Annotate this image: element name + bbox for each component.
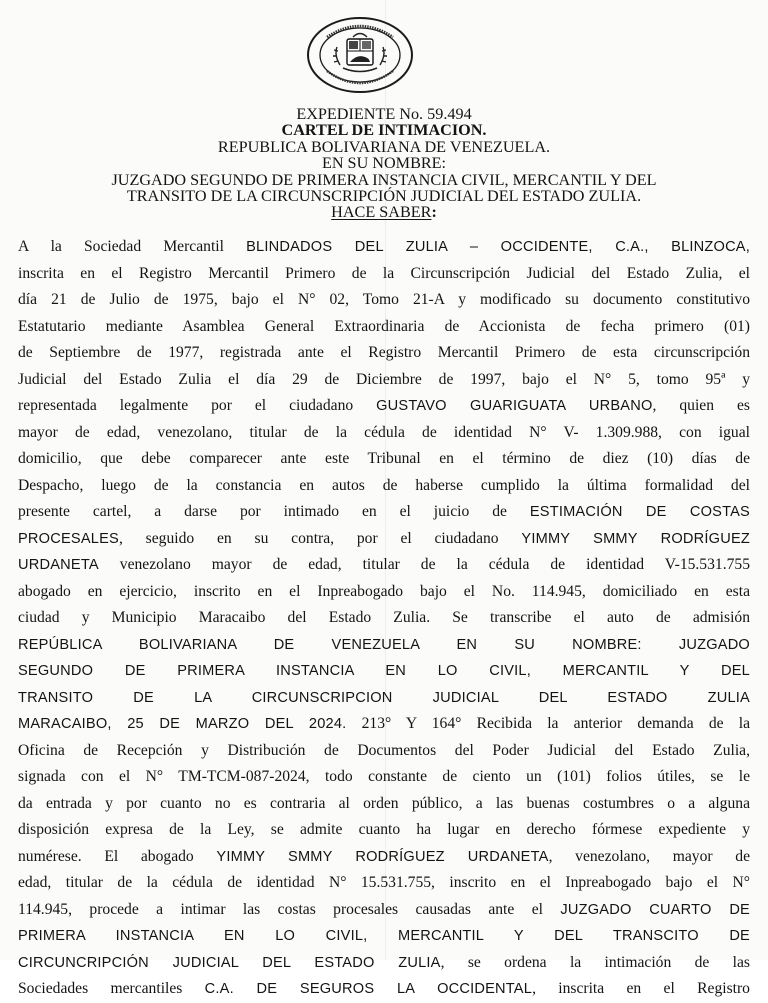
body-uppercase-segment: YIMMY SMMY RODRÍGUEZ URDANETA	[216, 848, 549, 865]
body-line	[18, 446, 750, 473]
body-text-segment: , quien es	[652, 397, 750, 414]
hace-saber-heading	[0, 204, 768, 220]
body-line	[18, 526, 750, 553]
body-text-segment: 213° Y 164° Recibida la anterior demanda de la	[346, 715, 751, 732]
body-line	[18, 791, 750, 818]
court-name-line-1: JUZGADO SEGUNDO DE PRIMERA INSTANCIA CIVIL, MERCANTIL Y DEL	[111, 170, 657, 189]
body-uppercase-segment: MARACAIBO, 25 DE MARZO DEL 2024.	[18, 716, 347, 732]
body-text-segment: Despacho, luego de la constancia en autos de haberse cumplido la última formalidad del	[18, 476, 750, 494]
body-text-segment: Estatutario mediante Asamblea General Extraordinaria de Accionista de fecha primero (01)	[18, 317, 750, 335]
body-uppercase-segment: PROCESALES	[18, 530, 119, 547]
court-name-line-2: TRANSITO DE LA CIRCUNSCRIPCIÓN JUDICIAL DEL ESTADO ZULIA.	[126, 187, 642, 206]
body-uppercase-segment: GUSTAVO GUARIGUATA URBANO	[376, 398, 653, 414]
body-text-segment: mayor de edad, venezolano, titular de la cédula de identidad N° V- 1.309.988, con igual	[18, 423, 750, 441]
body-line	[18, 738, 750, 765]
body-line	[18, 711, 750, 738]
body-line	[18, 685, 750, 712]
body-line	[18, 552, 750, 579]
body-line	[18, 234, 750, 261]
body-text-segment: Oficina de Recepción y Distribución de Documentos del Poder Judicial del Estado Zulia,	[18, 741, 750, 759]
body-text-segment: A la Sociedad Mercantil	[18, 238, 247, 255]
body-line	[18, 632, 750, 659]
body-uppercase-segment: YIMMY SMMY RODRÍGUEZ	[521, 530, 750, 547]
body-text-segment: Sociedades mercantiles	[18, 980, 205, 997]
body-text-segment: da entrada y por cuanto no es contraria al orden público, a las buenas costumbres o a alguna	[18, 794, 750, 812]
body-text-segment: , seguido en su contra, por el ciudadano	[118, 529, 522, 547]
body-line	[18, 658, 750, 685]
body-text-segment: domicilio, que debe comparecer ante este Tribunal en el término de diez (10) días de	[18, 450, 750, 467]
body-uppercase-segment: ESTIMACIÓN DE COSTAS	[529, 504, 750, 520]
body-line	[18, 499, 750, 526]
body-text-segment: disposición expresa de la Ley, se admite cuanto ha lugar en derecho fórmese expediente y	[18, 821, 750, 838]
body-text-segment: de Septiembre de 1977, registrada ante el Registro Mercantil Primero de esta circunscripción	[18, 344, 750, 361]
body-text-segment: edad, titular de la cédula de identidad N° 15.531.755, inscrito en el Inpreabogado bajo el N°	[18, 874, 750, 891]
body-line	[18, 976, 750, 1003]
body-line	[18, 950, 750, 977]
body-text-segment: representada legalmente por el ciudadano	[18, 397, 377, 414]
body-line	[18, 844, 750, 871]
body-uppercase-segment: JUZGADO CUARTO DE	[560, 901, 750, 918]
body-line	[18, 340, 750, 367]
body-text-segment: ciudad y Municipio Maracaibo del Estado Zulia. Se transcribe el auto de admisión	[18, 609, 750, 626]
body-text-segment: día 21 de Julio de 1975, bajo el N° 02, Tomo 21-A y modificado su documento constitutivo	[18, 291, 750, 308]
body-text-segment: numérese. El abogado	[18, 847, 217, 865]
en-su-nombre-heading: EN SU NOMBRE:	[321, 154, 447, 173]
notice-body	[18, 234, 750, 1003]
republic-heading: REPUBLICA BOLIVARIANA DE VENEZUELA.	[217, 137, 551, 156]
hace-saber-colon: :	[431, 203, 437, 222]
body-text-segment: Judicial del Estado Zulia el día 29 de Diciembre de 1997, bajo el N° 5, tomo 95ª y	[18, 370, 750, 388]
body-text-segment: signada con el N° TM-TCM-087-2024, todo constante de ciento un (101) folios útiles, se le	[18, 768, 750, 785]
body-text-segment: presente cartel, a darse por intimado en el juicio de	[18, 503, 530, 520]
expediente-number: EXPEDIENTE No. 59.494	[296, 105, 472, 123]
body-text-segment: inscrita en el Registro Mercantil Primero de la Circunscripción Judicial del Estado Zulia, el	[18, 264, 750, 282]
body-uppercase-segment: REPÚBLICA BOLIVARIANA DE VENEZUELA EN SU NOMBRE: JUZGADO	[18, 636, 750, 653]
body-line	[18, 605, 750, 632]
body-line	[18, 764, 750, 791]
body-text-segment: , venezolano, mayor de	[548, 847, 750, 865]
coat-of-arms-seal-icon	[307, 17, 413, 93]
body-text-segment: abogado en ejercicio, inscrito en el Inpreabogado bajo el No. 114.945, domiciliado en esta	[18, 582, 750, 600]
body-uppercase-segment: C.A. DE SEGUROS LA OCCIDENTAL	[204, 981, 533, 997]
body-uppercase-segment: TRANSITO DE LA CIRCUNSCRIPCION JUDICIAL DEL ESTADO ZULIA	[18, 689, 750, 706]
body-line	[18, 473, 750, 500]
body-text-segment: , se ordena la intimación de las	[440, 953, 750, 971]
body-line	[18, 897, 750, 924]
body-line	[18, 579, 750, 606]
body-line	[18, 817, 750, 844]
document-title: CARTEL DE INTIMACION.	[281, 121, 487, 140]
body-line	[18, 393, 750, 420]
body-uppercase-segment: URDANETA	[18, 557, 99, 573]
body-line	[18, 314, 750, 341]
body-uppercase-segment: CIRCUNCRIPCIÓN JUDICIAL DEL ESTADO ZULIA	[18, 954, 441, 971]
body-uppercase-segment: PRIMERA INSTANCIA EN LO CIVIL, MERCANTIL Y DEL TRANSCITO DE	[18, 928, 750, 944]
document-header	[0, 106, 768, 221]
body-line	[18, 367, 750, 394]
hace-saber-text: HACE SABER	[331, 203, 432, 222]
body-text-segment: , inscrita en el Registro	[532, 980, 750, 997]
body-line	[18, 287, 750, 314]
body-line	[18, 261, 750, 288]
body-text-segment: 114.945, procede a intimar las costas procesales causadas ante el	[18, 900, 561, 918]
body-line	[18, 870, 750, 897]
body-text-segment: venezolano mayor de edad, titular de la cédula de identidad V-15.531.755	[98, 556, 750, 573]
body-line	[18, 923, 750, 950]
body-uppercase-segment: BLINDADOS DEL ZULIA – OCCIDENTE, C.A., BLINZOCA,	[246, 239, 750, 255]
body-uppercase-segment: SEGUNDO DE PRIMERA INSTANCIA EN LO CIVIL, MERCANTIL Y DEL	[18, 663, 750, 679]
body-line	[18, 420, 750, 447]
